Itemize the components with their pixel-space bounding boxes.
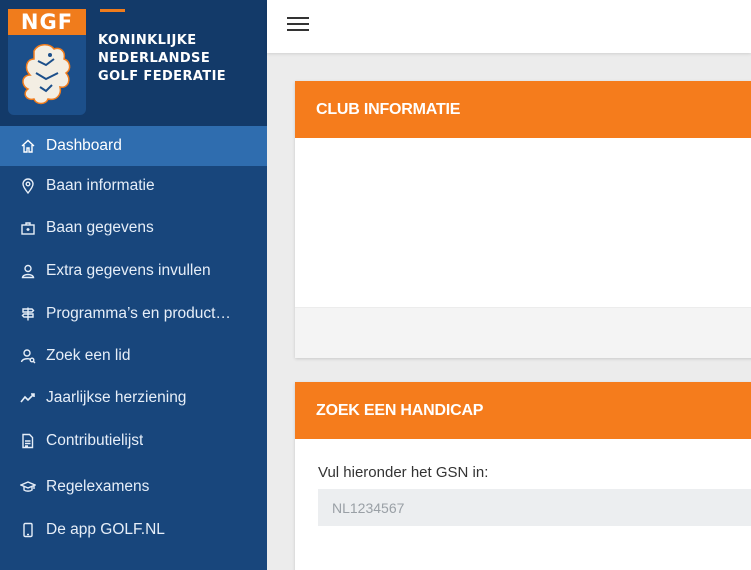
graduation-cap-icon [19,479,36,496]
sidebar-item-zoek-een-lid[interactable] [0,336,267,376]
club-info-footer [295,307,751,358]
sidebar-item-label: Contributielijst [46,432,144,449]
sidebar-item-baan-gegevens[interactable] [0,208,267,248]
sidebar-item-label: Regelexamens [46,478,150,495]
sidebar-item-label: Baan gegevens [46,219,154,236]
lion-emblem-icon [16,39,78,111]
map-pin-icon [19,178,36,195]
ngf-logo[interactable] [8,9,86,115]
sidebar-item-label: Programma’s en product… [46,305,231,322]
hamburger-icon[interactable] [285,14,311,34]
top-bar [267,0,751,53]
sidebar-item-regelexamens[interactable] [0,467,267,507]
phone-icon [19,522,36,539]
sidebar-item-dashboard[interactable] [0,126,267,166]
sidebar-item-label: Dashboard [46,137,122,154]
gsn-input[interactable] [318,489,751,526]
user-search-icon [19,348,36,365]
sidebar-item-baan-informatie[interactable] [0,166,267,206]
sidebar-item-programmas[interactable] [0,294,267,334]
sidebar-item-extra-gegevens[interactable] [0,251,267,291]
signpost-icon [19,306,36,323]
sidebar-item-contributielijst[interactable] [0,421,267,461]
sidebar-item-label: Baan informatie [46,177,155,194]
club-info-card [295,81,751,358]
gsn-field-label: Vul hieronder het GSN in: [318,464,489,481]
handicap-search-card [295,382,751,570]
user-icon [19,263,36,280]
club-info-title: CLUB INFORMATIE [295,81,751,138]
sidebar-item-label: Jaarlijkse herziening [46,389,187,406]
handicap-search-title: ZOEK EEN HANDICAP [295,382,751,439]
club-info-body [295,138,751,307]
brand-accent-bar [100,9,125,12]
file-list-icon [19,433,36,450]
home-icon [19,138,36,155]
sidebar-item-label: Zoek een lid [46,347,131,364]
sidebar-item-label: Extra gegevens invullen [46,262,211,279]
sidebar-item-app-golf-nl[interactable] [0,510,267,550]
brand-header [0,0,267,126]
sidebar-item-jaarlijkse-herziening[interactable] [0,378,267,418]
logo-text: NGF [8,9,86,35]
trend-line-icon [19,390,36,407]
federation-name: KONINKLIJKE NEDERLANDSE GOLF FEDERATIE [98,33,227,84]
sidebar [0,0,267,570]
briefcase-icon [19,220,36,237]
sidebar-item-label: De app GOLF.NL [46,521,165,538]
